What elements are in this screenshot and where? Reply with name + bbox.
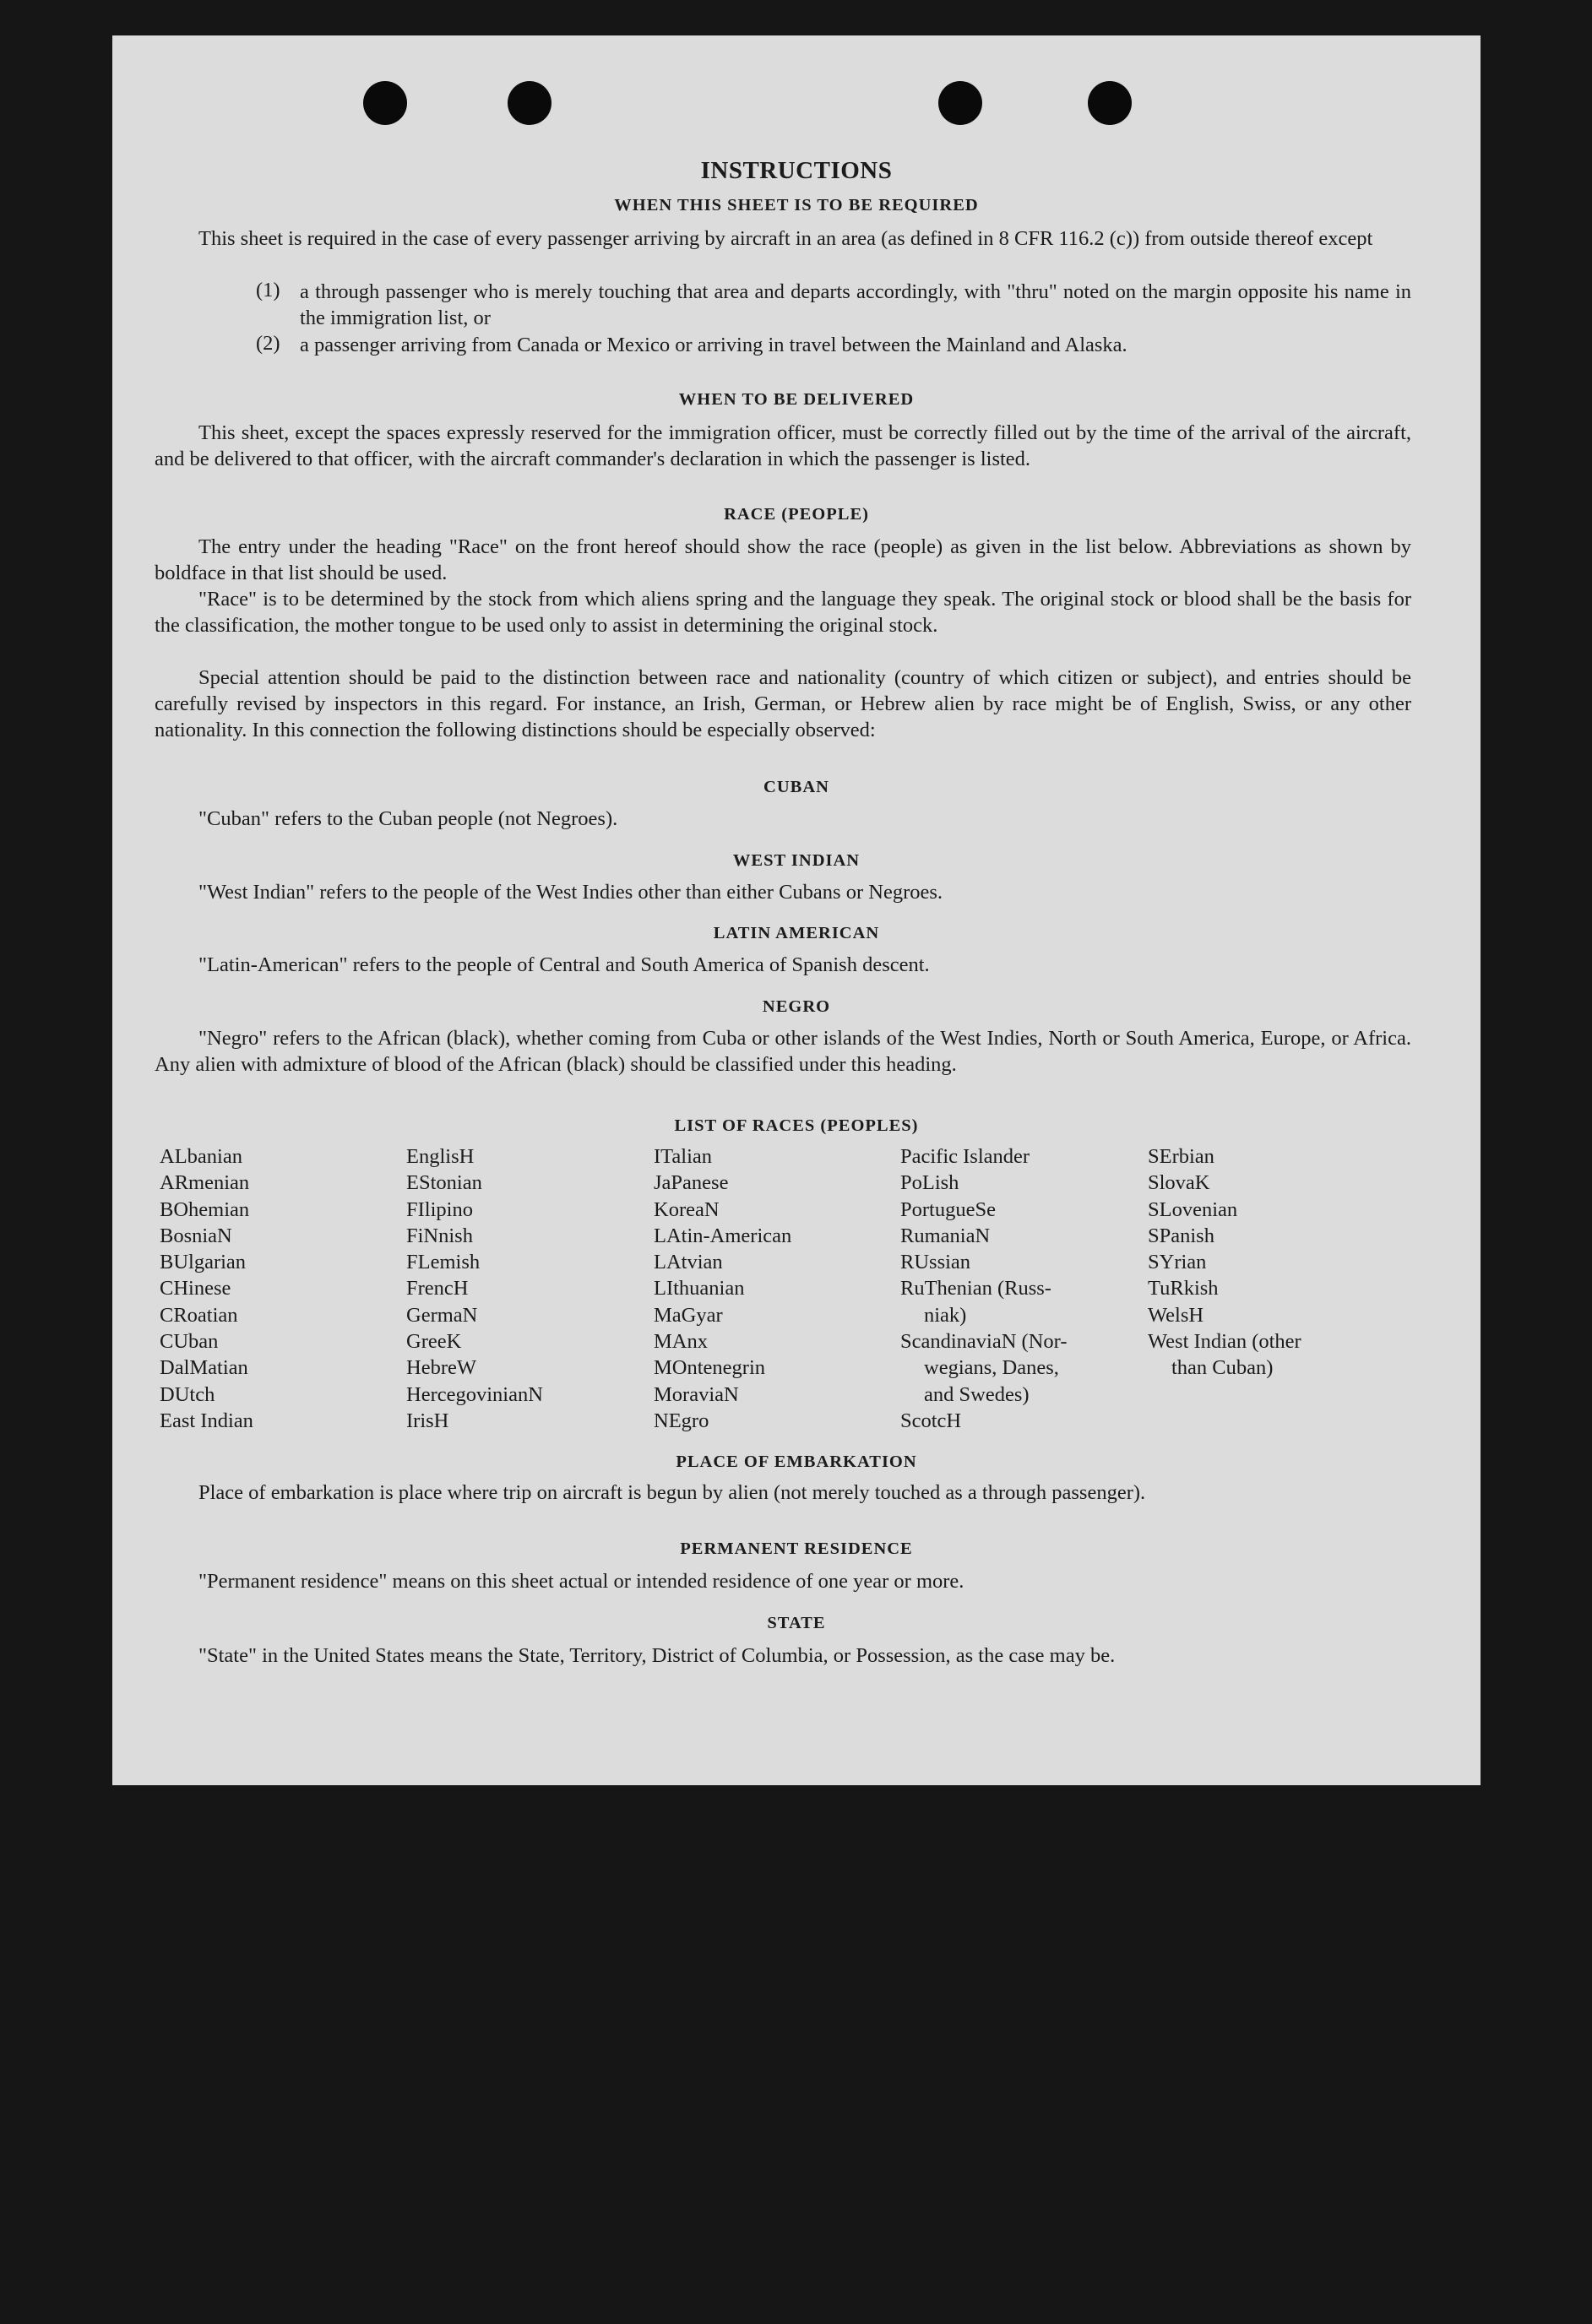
- race-item: LIthuanian: [654, 1277, 745, 1300]
- race-item: East Indian: [160, 1409, 253, 1432]
- races-column-2: [406, 1143, 543, 1434]
- race-paragraph-2: "Race" is to be determined by the stock from which aliens spring and the language they speak. The original stock or blood shall be the basis for the classification, the mother tongue to be used only to assist in determining the original stock.: [155, 588, 1411, 637]
- punch-hole-1: [363, 81, 407, 125]
- race-item: BosniaN: [160, 1224, 232, 1247]
- when-required-intro: This sheet is required in the case of every passenger arriving by aircraft in an area (as defined in 8 CFR 116.2 (c)) from outside thereof except: [198, 227, 1373, 250]
- race-item: BUlgarian: [160, 1251, 247, 1274]
- heading-west-indian: WEST INDIAN: [732, 851, 861, 870]
- race-item: JaPanese: [654, 1171, 729, 1195]
- race-item: BOhemian: [160, 1197, 250, 1221]
- races-column-4: [900, 1143, 1067, 1434]
- west-indian-text: "West Indian" refers to the people of the West Indies other than either Cubans or Negroes.: [198, 881, 943, 904]
- race-item: West Indian (other: [1148, 1330, 1301, 1354]
- race-item: DalMatian: [160, 1356, 248, 1380]
- race-item: WelsH: [1148, 1303, 1204, 1327]
- heading-race: RACE (PEOPLE): [724, 505, 869, 524]
- race-item: ALbanian: [160, 1145, 242, 1168]
- race-item: RUssian: [900, 1251, 971, 1274]
- heading-embarkation: PLACE OF EMBARKATION: [676, 1452, 917, 1471]
- race-item: SPanish: [1148, 1224, 1214, 1247]
- heading-when-delivered: WHEN TO BE DELIVERED: [678, 390, 915, 409]
- race-item: SLovenian: [1148, 1197, 1238, 1221]
- race-item: DUtch: [160, 1382, 215, 1406]
- punch-hole-4: [1088, 81, 1132, 125]
- race-item: than Cuban): [1171, 1356, 1274, 1380]
- race-item: MAnx: [654, 1330, 708, 1354]
- race-paragraph-1: The entry under the heading "Race" on the front hereof should show the race (people) as given in the list below. Abbreviations as shown by boldface in that list should be used.: [155, 535, 1411, 584]
- heading-list-of-races: LIST OF RACES (PEOPLES): [674, 1116, 919, 1135]
- race-item: IrisH: [406, 1409, 449, 1432]
- race-item: LAtvian: [654, 1251, 723, 1274]
- instruction-sheet: [112, 35, 1481, 1785]
- heading-latin-american: LATIN AMERICAN: [713, 924, 880, 942]
- heading-cuban: CUBAN: [763, 778, 829, 796]
- race-item: TuRkish: [1148, 1277, 1219, 1300]
- punch-hole-3: [938, 81, 982, 125]
- latin-american-text: "Latin-American" refers to the people of Central and South America of Spanish descent.: [198, 953, 930, 976]
- when-delivered-text: This sheet, except the spaces expressly reserved for the immigration officer, must be correctly filled out by the time of the arrival of the aircraft, and be delivered to that officer, with the aircraft commander's declaration in which the passenger is listed.: [155, 421, 1411, 470]
- race-item: ScotcH: [900, 1409, 962, 1432]
- race-item: CHinese: [160, 1277, 231, 1300]
- item-1-text: a through passenger who is merely touching that area and departs accordingly, with "thru" noted on the margin opposite his name in the immigration list, or: [300, 280, 1411, 329]
- race-item: ScandinaviaN (Nor-: [900, 1330, 1068, 1354]
- race-item: PortugueSe: [900, 1197, 996, 1221]
- race-item: EnglisH: [406, 1145, 475, 1168]
- page-title: INSTRUCTIONS: [700, 157, 893, 184]
- race-item: MoraviaN: [654, 1382, 739, 1406]
- state-text: "State" in the United States means the State, Territory, District of Columbia, or Possession, as the case may be.: [198, 1644, 1116, 1667]
- race-item: MaGyar: [654, 1303, 723, 1327]
- race-item: SYrian: [1148, 1251, 1207, 1274]
- race-item: HebreW: [406, 1356, 476, 1380]
- race-item: CRoatian: [160, 1303, 238, 1327]
- race-item: FIlipino: [406, 1197, 473, 1221]
- race-item: FLemish: [406, 1251, 481, 1274]
- race-item: EStonian: [406, 1171, 482, 1195]
- heading-state: STATE: [767, 1614, 826, 1632]
- race-item: RuThenian (Russ-: [900, 1277, 1051, 1300]
- punch-hole-2: [508, 81, 551, 125]
- races-column-1: [160, 1143, 253, 1434]
- race-item: wegians, Danes,: [924, 1356, 1059, 1380]
- race-item: GermaN: [406, 1303, 478, 1327]
- race-item: SlovaK: [1148, 1171, 1210, 1195]
- race-item: and Swedes): [924, 1382, 1030, 1406]
- race-item: KoreaN: [654, 1197, 720, 1221]
- race-item: SErbian: [1148, 1145, 1214, 1168]
- race-item: PoLish: [900, 1171, 959, 1195]
- race-item: FiNnish: [406, 1224, 473, 1247]
- race-item: niak): [924, 1303, 967, 1327]
- heading-residence: PERMANENT RESIDENCE: [680, 1539, 913, 1558]
- heading-when-required: WHEN THIS SHEET IS TO BE REQUIRED: [614, 196, 979, 214]
- cuban-text: "Cuban" refers to the Cuban people (not Negroes).: [198, 807, 618, 830]
- heading-negro: NEGRO: [762, 997, 831, 1016]
- race-item: GreeK: [406, 1330, 462, 1354]
- race-item: LAtin-American: [654, 1224, 792, 1247]
- races-column-3: [654, 1143, 791, 1434]
- races-column-5: [1148, 1143, 1301, 1382]
- race-item: NEgro: [654, 1409, 709, 1432]
- race-item: MOntenegrin: [654, 1356, 765, 1380]
- race-item: RumaniaN: [900, 1224, 991, 1247]
- item-2-number: (2): [256, 332, 280, 355]
- race-item: ITalian: [654, 1145, 713, 1168]
- race-item: Pacific Islander: [900, 1145, 1030, 1168]
- race-item: ARmenian: [160, 1171, 250, 1195]
- item-2-text: a passenger arriving from Canada or Mexico or arriving in travel between the Mainland and Alaska.: [300, 334, 1127, 356]
- race-paragraph-3: Special attention should be paid to the distinction between race and nationality (country of which citizen or subject), and entries should be carefully revised by inspectors in this regard. For instance, an Irish, German, or Hebrew alien by race might be of English, Swiss, or any other nationality. In this connection the following distinctions should be especially observed:: [155, 666, 1411, 741]
- residence-text: "Permanent residence" means on this sheet actual or intended residence of one year or more.: [198, 1570, 964, 1593]
- race-item: FrencH: [406, 1277, 469, 1300]
- race-item: HercegovinianN: [406, 1382, 543, 1406]
- race-item: CUban: [160, 1330, 219, 1354]
- embarkation-text: Place of embarkation is place where trip on aircraft is begun by alien (not merely touched as a through passenger).: [198, 1481, 1146, 1504]
- item-1-number: (1): [256, 279, 280, 301]
- negro-text: "Negro" refers to the African (black), whether coming from Cuba or other islands of the West Indies, North or South America, Europe, or Africa. Any alien with admixture of blood of the African (black) should be classified under this heading.: [155, 1027, 1411, 1076]
